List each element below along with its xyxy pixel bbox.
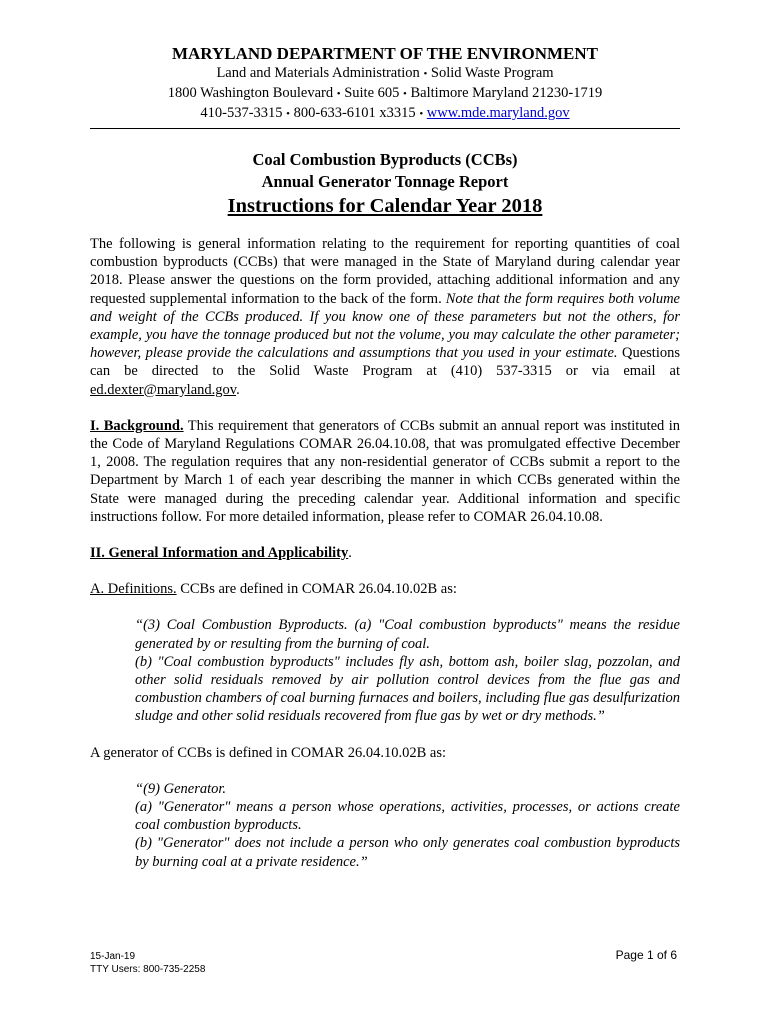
page-number: Page 1 of 6 [615,948,677,962]
quote-generator-b: (a) "Generator" means a person whose operations, activities, processes, or actions create coal combustion byproducts. [135,799,680,834]
definitions-label: A. Definitions. [90,581,177,598]
quote-ccb-a: “(3) Coal Combustion Byproducts. (a) "Coal combustion byproducts" means the residue generated by or resulting from the burning of coal. [135,617,680,652]
general-heading: II. General Information and Applicability [90,545,349,562]
document-page [90,44,680,871]
address-suite: Suite 605 [344,85,400,101]
intro-end: . [236,381,240,398]
intro-contact: Questions can be directed to the Solid Waste Program at (410) 537-3315 or via email at [90,345,681,380]
background-text: This requirement that generators of CCBs submit an annual report was instituted in the Code of Maryland Regulations COMAR 26.04.10.08, that was promulgated effective December 1, 2008. The regulation requires that any non-residential generator of CCBs submit a report to the Department by March 1 of each year describing the manner in which CCBs generated within the State were managed during the preceding calendar year. Additional information and specific instructions follow. For more detailed information, please refer to COMAR 26.04.10.08. [90,417,680,525]
address-street: 1800 Washington Boulevard [167,85,334,101]
general-heading-line [90,544,680,562]
intro-text: The following is general information relating to the requirement for reporting quantities of coal combustion byproducts (CCBs) that were managed in the State of Maryland during calendar year 2018. Please answer the questions on the form provided, attaching additional information and any requested supplemental information to the back of the form. [90,236,680,307]
title-line-1: Coal Combustion Byproducts (CCBs) [252,150,518,169]
bullet-separator: • [423,68,428,80]
division-line [90,64,680,84]
letterhead [90,44,680,124]
definitions-line [90,580,680,598]
bullet-separator: • [403,88,407,100]
email-link[interactable]: ed.dexter@maryland.gov [90,381,237,398]
ccb-definition-quote [135,616,680,725]
quote-generator-a: “(9) Generator. [135,780,227,797]
title-line-3: Instructions for Calendar Year 2018 [227,195,543,217]
header-divider [90,128,680,129]
phone-secondary: 800-633-6101 x3315 [293,105,416,121]
intro-paragraph [90,235,680,399]
footer-date: 15-Jan-19 [90,951,136,962]
bullet-separator: • [336,88,341,100]
agency-name: MARYLAND DEPARTMENT OF THE ENVIRONMENT [171,44,599,63]
footer-left [90,950,205,976]
title-line-2: Annual Generator Tonnage Report [261,172,509,191]
bullet-separator: • [419,108,424,120]
website-link[interactable]: www.mde.maryland.gov [426,105,570,121]
address-line [90,84,680,104]
contact-line [90,104,680,124]
background-paragraph [90,417,680,526]
program-name: Solid Waste Program [430,65,554,81]
bullet-separator: • [286,108,291,120]
document-title [90,149,680,219]
phone-primary: 410-537-3315 [200,105,283,121]
intro-note: Note that the form requires both volume and weight of the CCBs produced. If you know one of these parameters but not the others, for example, you have the tonnage produced but not the volume, you may calculate the other parameter; however, please provide the calculations and assumptions that you used in your estimate. [90,290,680,362]
division-name: Land and Materials Administration [216,65,420,81]
generator-line: A generator of CCBs is defined in COMAR 26.04.10.02B as: [90,744,447,761]
footer-tty: TTY Users: 800-735-2258 [90,964,206,975]
background-heading: I. Background. [90,417,184,434]
quote-generator-c: (b) "Generator" does not include a person who only generates coal combustion byproducts by burning coal at a private residence.” [135,835,680,870]
address-city: Baltimore Maryland 21230-1719 [410,85,603,101]
generator-definition-quote [135,780,680,871]
definitions-text: CCBs are defined in COMAR 26.04.10.02B as: [176,581,457,598]
quote-ccb-b: (b) "Coal combustion byproducts" includes fly ash, bottom ash, boiler slag, pozzolan, and other solid residuals removed by air pollution control devices from the flue gas and combustion chambers of coal burning furnaces and boilers, including flue gas desulfurization sludge and other solid residuals recovered from flue gas by wet or dry methods.” [135,653,680,725]
general-heading-end: . [348,545,352,562]
